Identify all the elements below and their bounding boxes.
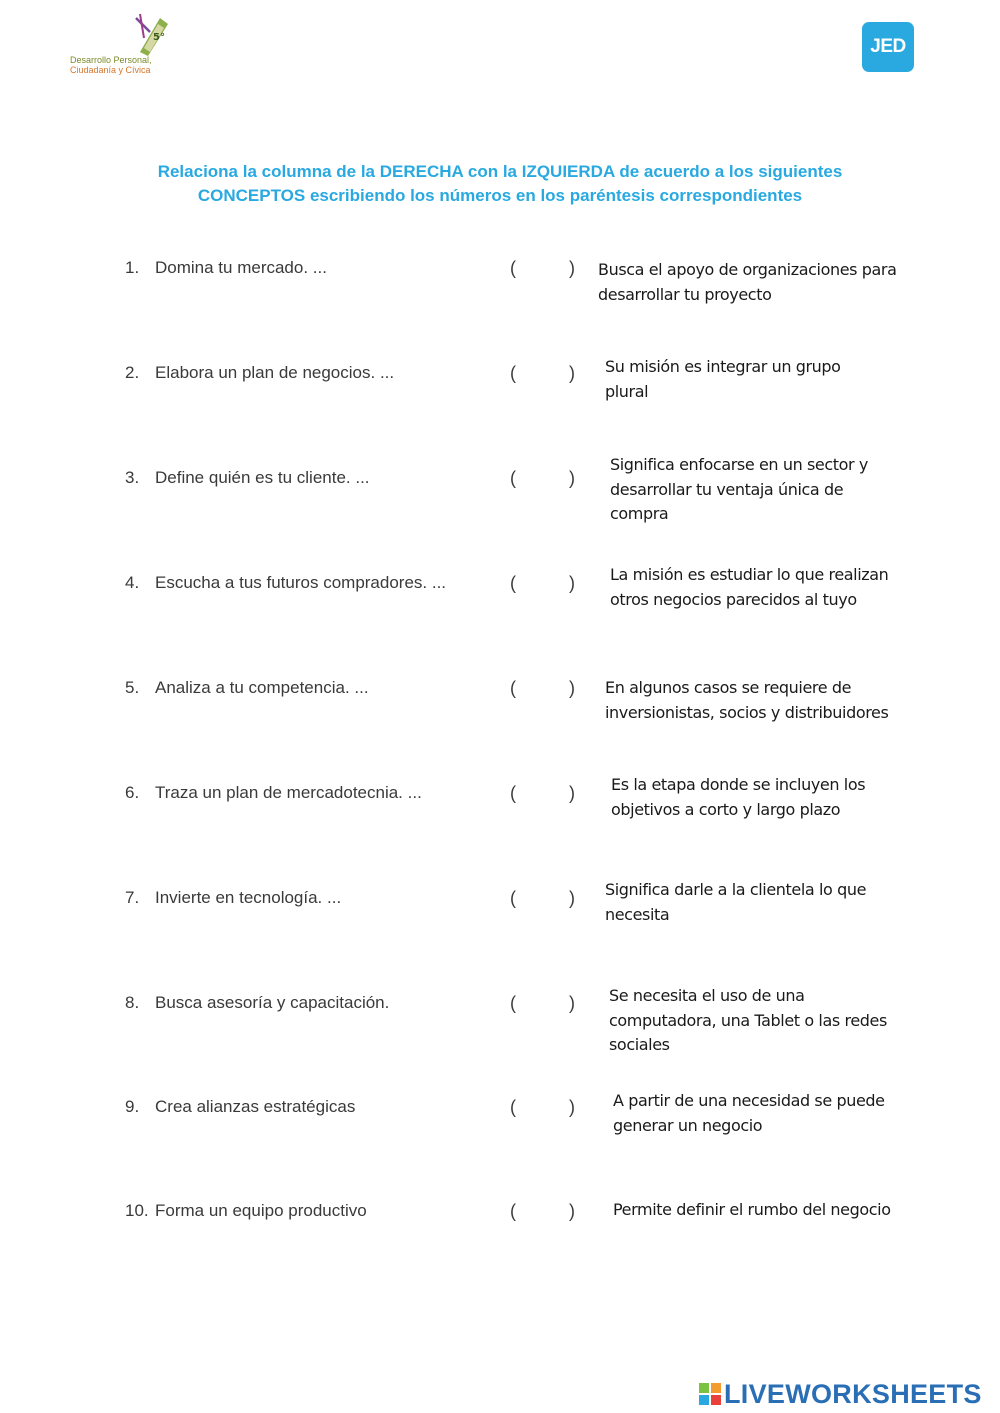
open-paren: ( [510,258,516,278]
answer-input[interactable] [522,888,564,910]
concept-text: Forma un equipo productivo [155,1201,367,1220]
close-paren: ) [569,783,575,803]
concept-text: Define quién es tu cliente. ... [155,468,370,487]
open-paren: ( [510,1097,516,1117]
close-paren: ) [569,363,575,383]
answer-input[interactable] [522,1097,564,1119]
jed-logo: JED [862,22,914,72]
concept-text: Elabora un plan de negocios. ... [155,363,395,382]
concept-text: Invierte en tecnología. ... [155,888,342,907]
instructions-line1: Relaciona la columna de la DERECHA con la IZQUIERDA de acuerdo a los siguientes [157,162,843,181]
close-paren: ) [569,1201,575,1221]
concept [125,993,389,1013]
concept [125,363,394,383]
open-paren: ( [510,783,516,803]
concept [125,1097,355,1117]
liveworksheets-icon [698,1382,722,1406]
definition: Su misión es integrar un grupo plural [605,357,841,401]
left-logo-line1: Desarrollo Personal, [70,55,152,65]
answer-input[interactable] [522,678,564,700]
concept-number: 4. [125,573,140,592]
definition: Es la etapa donde se incluyen los objetivos a corto y largo plazo [611,775,866,819]
close-paren: ) [569,258,575,278]
concept [125,678,369,698]
concept-number: 3. [125,468,140,487]
concept-number: 1. [125,258,140,277]
concept [125,258,327,278]
concept-number: 10. [125,1201,149,1220]
instructions [100,160,900,208]
concept-number: 6. [125,783,140,802]
left-logo [66,12,176,78]
answer-input[interactable] [522,258,564,280]
close-paren: ) [569,573,575,593]
concept-text: Escucha a tus futuros compradores. ... [155,573,447,592]
concept-text: Domina tu mercado. ... [155,258,327,277]
close-paren: ) [569,888,575,908]
open-paren: ( [510,993,516,1013]
open-paren: ( [510,888,516,908]
definition: Busca el apoyo de organizaciones para desarrollar tu proyecto [598,260,897,304]
open-paren: ( [510,573,516,593]
answer-input[interactable] [522,573,564,595]
open-paren: ( [510,678,516,698]
open-paren: ( [510,363,516,383]
liveworksheets-logo [698,1377,982,1411]
concept-text: Analiza a tu competencia. ... [155,678,369,697]
definition: Significa enfocarse en un sector y desarrollar tu ventaja única de compra [610,455,868,523]
matching-row [0,565,1000,673]
concept [125,1201,367,1221]
definition: Se necesita el uso de una computadora, una Tablet o las redes sociales [609,986,887,1054]
answer-input[interactable] [522,363,564,385]
concept-number: 7. [125,888,140,907]
matching-row [0,258,1000,358]
concept-number: 9. [125,1097,140,1116]
answer-input[interactable] [522,993,564,1015]
definition: Permite definir el rumbo del negocio [613,1200,891,1219]
close-paren: ) [569,993,575,1013]
matching-row [0,880,1000,988]
matching-row [0,775,1000,883]
concept-text: Busca asesoría y capacitación. [155,993,390,1012]
concept [125,783,422,803]
open-paren: ( [510,468,516,488]
concept [125,573,446,593]
close-paren: ) [569,678,575,698]
concept-number: 2. [125,363,140,382]
concept-text: Traza un plan de mercadotecnia. ... [155,783,422,802]
svg-text:5°: 5° [153,32,165,43]
definition: En algunos casos se requiere de inversionistas, socios y distribuidores [605,678,889,722]
matching-row [0,1091,1000,1197]
left-logo-line2: Ciudadanía y Cívica [70,65,151,75]
liveworksheets-text: LIVEWORKSHEETS [724,1378,982,1409]
definition: Significa darle a la clientela lo que necesita [605,880,867,924]
matching-row [0,357,1000,463]
concept-number: 5. [125,678,140,697]
open-paren: ( [510,1201,516,1221]
answer-input[interactable] [522,1201,564,1223]
close-paren: ) [569,468,575,488]
definition: La misión es estudiar lo que realizan otros negocios parecidos al tuyo [610,565,889,609]
concept [125,888,341,908]
answer-input[interactable] [522,468,564,490]
answer-input[interactable] [522,783,564,805]
concept-text: Crea alianzas estratégicas [155,1097,356,1116]
matching-row [0,678,1000,778]
concept [125,468,370,488]
close-paren: ) [569,1097,575,1117]
logo-tag-icon [126,12,172,58]
matching-row [0,1201,1000,1301]
definition: A partir de una necesidad se puede generar un negocio [613,1091,885,1135]
concept-number: 8. [125,993,140,1012]
matching-row [0,986,1000,1093]
instructions-line2: CONCEPTOS escribiendo los números en los paréntesis correspondientes [197,186,803,205]
matching-row [0,455,1000,568]
